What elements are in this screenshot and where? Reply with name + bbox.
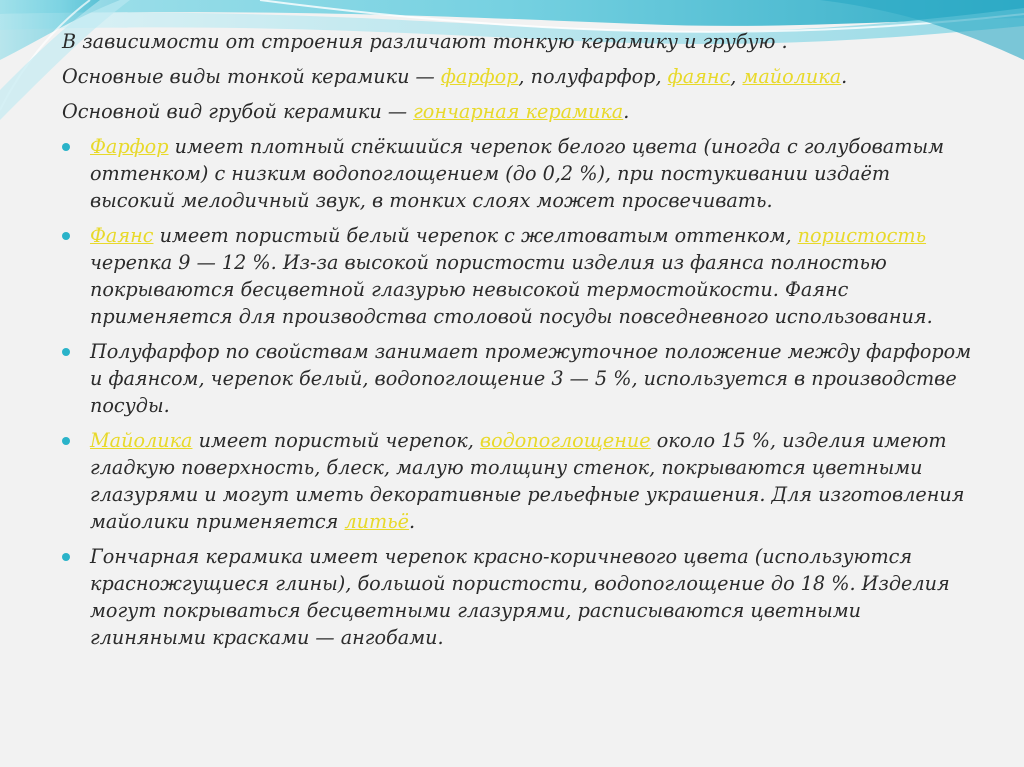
wiki-link[interactable]: гончарная керамика — [413, 100, 624, 123]
wiki-link[interactable]: фарфор — [440, 65, 519, 88]
text-run: Полуфарфор по свойствам занимает промежуточное положение между фарфором и фаянсом, черепок белый, водопоглощение 3 — 5 %, используется в производстве посуды. — [90, 340, 972, 417]
bullet-dot-icon — [62, 143, 70, 151]
text-run: , — [730, 65, 743, 88]
bullet-dot-icon — [62, 348, 70, 356]
bullet-item — [62, 133, 972, 214]
bullet-dot-icon — [62, 437, 70, 445]
text-run: . — [841, 65, 848, 88]
text-run: черепка 9 — 12 %. Из-за высокой пористости изделия из фаянса полностью покрываются бесцветной глазурью невысокой термостойкости. Фаянс применяется для производства столовой посуды повседневного использования. — [90, 251, 933, 328]
text-run: Основные виды тонкой керамики — — [62, 65, 441, 88]
text-run: Основной вид грубой керамики — — [62, 100, 414, 123]
text-run: В зависимости от строения различают тонкую керамику и грубую . — [62, 30, 788, 53]
text-run: , полуфарфор, — [518, 65, 668, 88]
intro-paragraph — [62, 28, 972, 55]
wiki-link[interactable]: фаянс — [667, 65, 731, 88]
wiki-link[interactable]: водопоглощение — [479, 429, 651, 452]
wiki-link[interactable]: пористость — [797, 224, 927, 247]
wiki-link[interactable]: Фарфор — [90, 135, 169, 158]
bullet-list — [62, 133, 972, 651]
wiki-link[interactable]: Майолика — [90, 429, 193, 452]
intro-paragraph — [62, 98, 972, 125]
bullet-item — [62, 338, 972, 419]
wiki-link[interactable]: Фаянс — [90, 224, 154, 247]
intro-paragraph — [62, 63, 972, 90]
text-run: имеет плотный спёкшийся черепок белого цвета (иногда с голубоватым оттенком) с низким водопоглощением (до 0,2 %), при постукивании издаёт высокий мелодичный звук, в тонких слоях может просвечивать. — [90, 135, 944, 212]
bullet-item — [62, 543, 972, 651]
wiki-link[interactable]: майолика — [742, 65, 842, 88]
text-run: имеет пористый белый черепок с желтоватым оттенком, — [153, 224, 798, 247]
text-run: . — [623, 100, 630, 123]
bullet-item — [62, 427, 972, 535]
intro-paragraphs — [62, 28, 972, 125]
text-run: имеет пористый черепок, — [192, 429, 480, 452]
text-run: Гончарная керамика имеет черепок красно-коричневого цвета (используются красножгущиеся глины), большой пористости, водопоглощение до 18 %. Изделия могут покрываться бесцветными глазурями, расписываются цветными глиняными красками — ангобами. — [90, 545, 950, 649]
bullet-dot-icon — [62, 232, 70, 240]
bullet-dot-icon — [62, 553, 70, 561]
text-run: около 15 %, изделия имеют гладкую поверхность, блеск, малую толщину стенок, покрываются цветными глазурями и могут иметь декоративные рельефные украшения. Для изготовления майолики применяется — [90, 429, 965, 533]
slide-content — [62, 28, 972, 659]
text-run: . — [409, 510, 416, 533]
wiki-link[interactable]: литьё — [344, 510, 410, 533]
bullet-item — [62, 222, 972, 330]
